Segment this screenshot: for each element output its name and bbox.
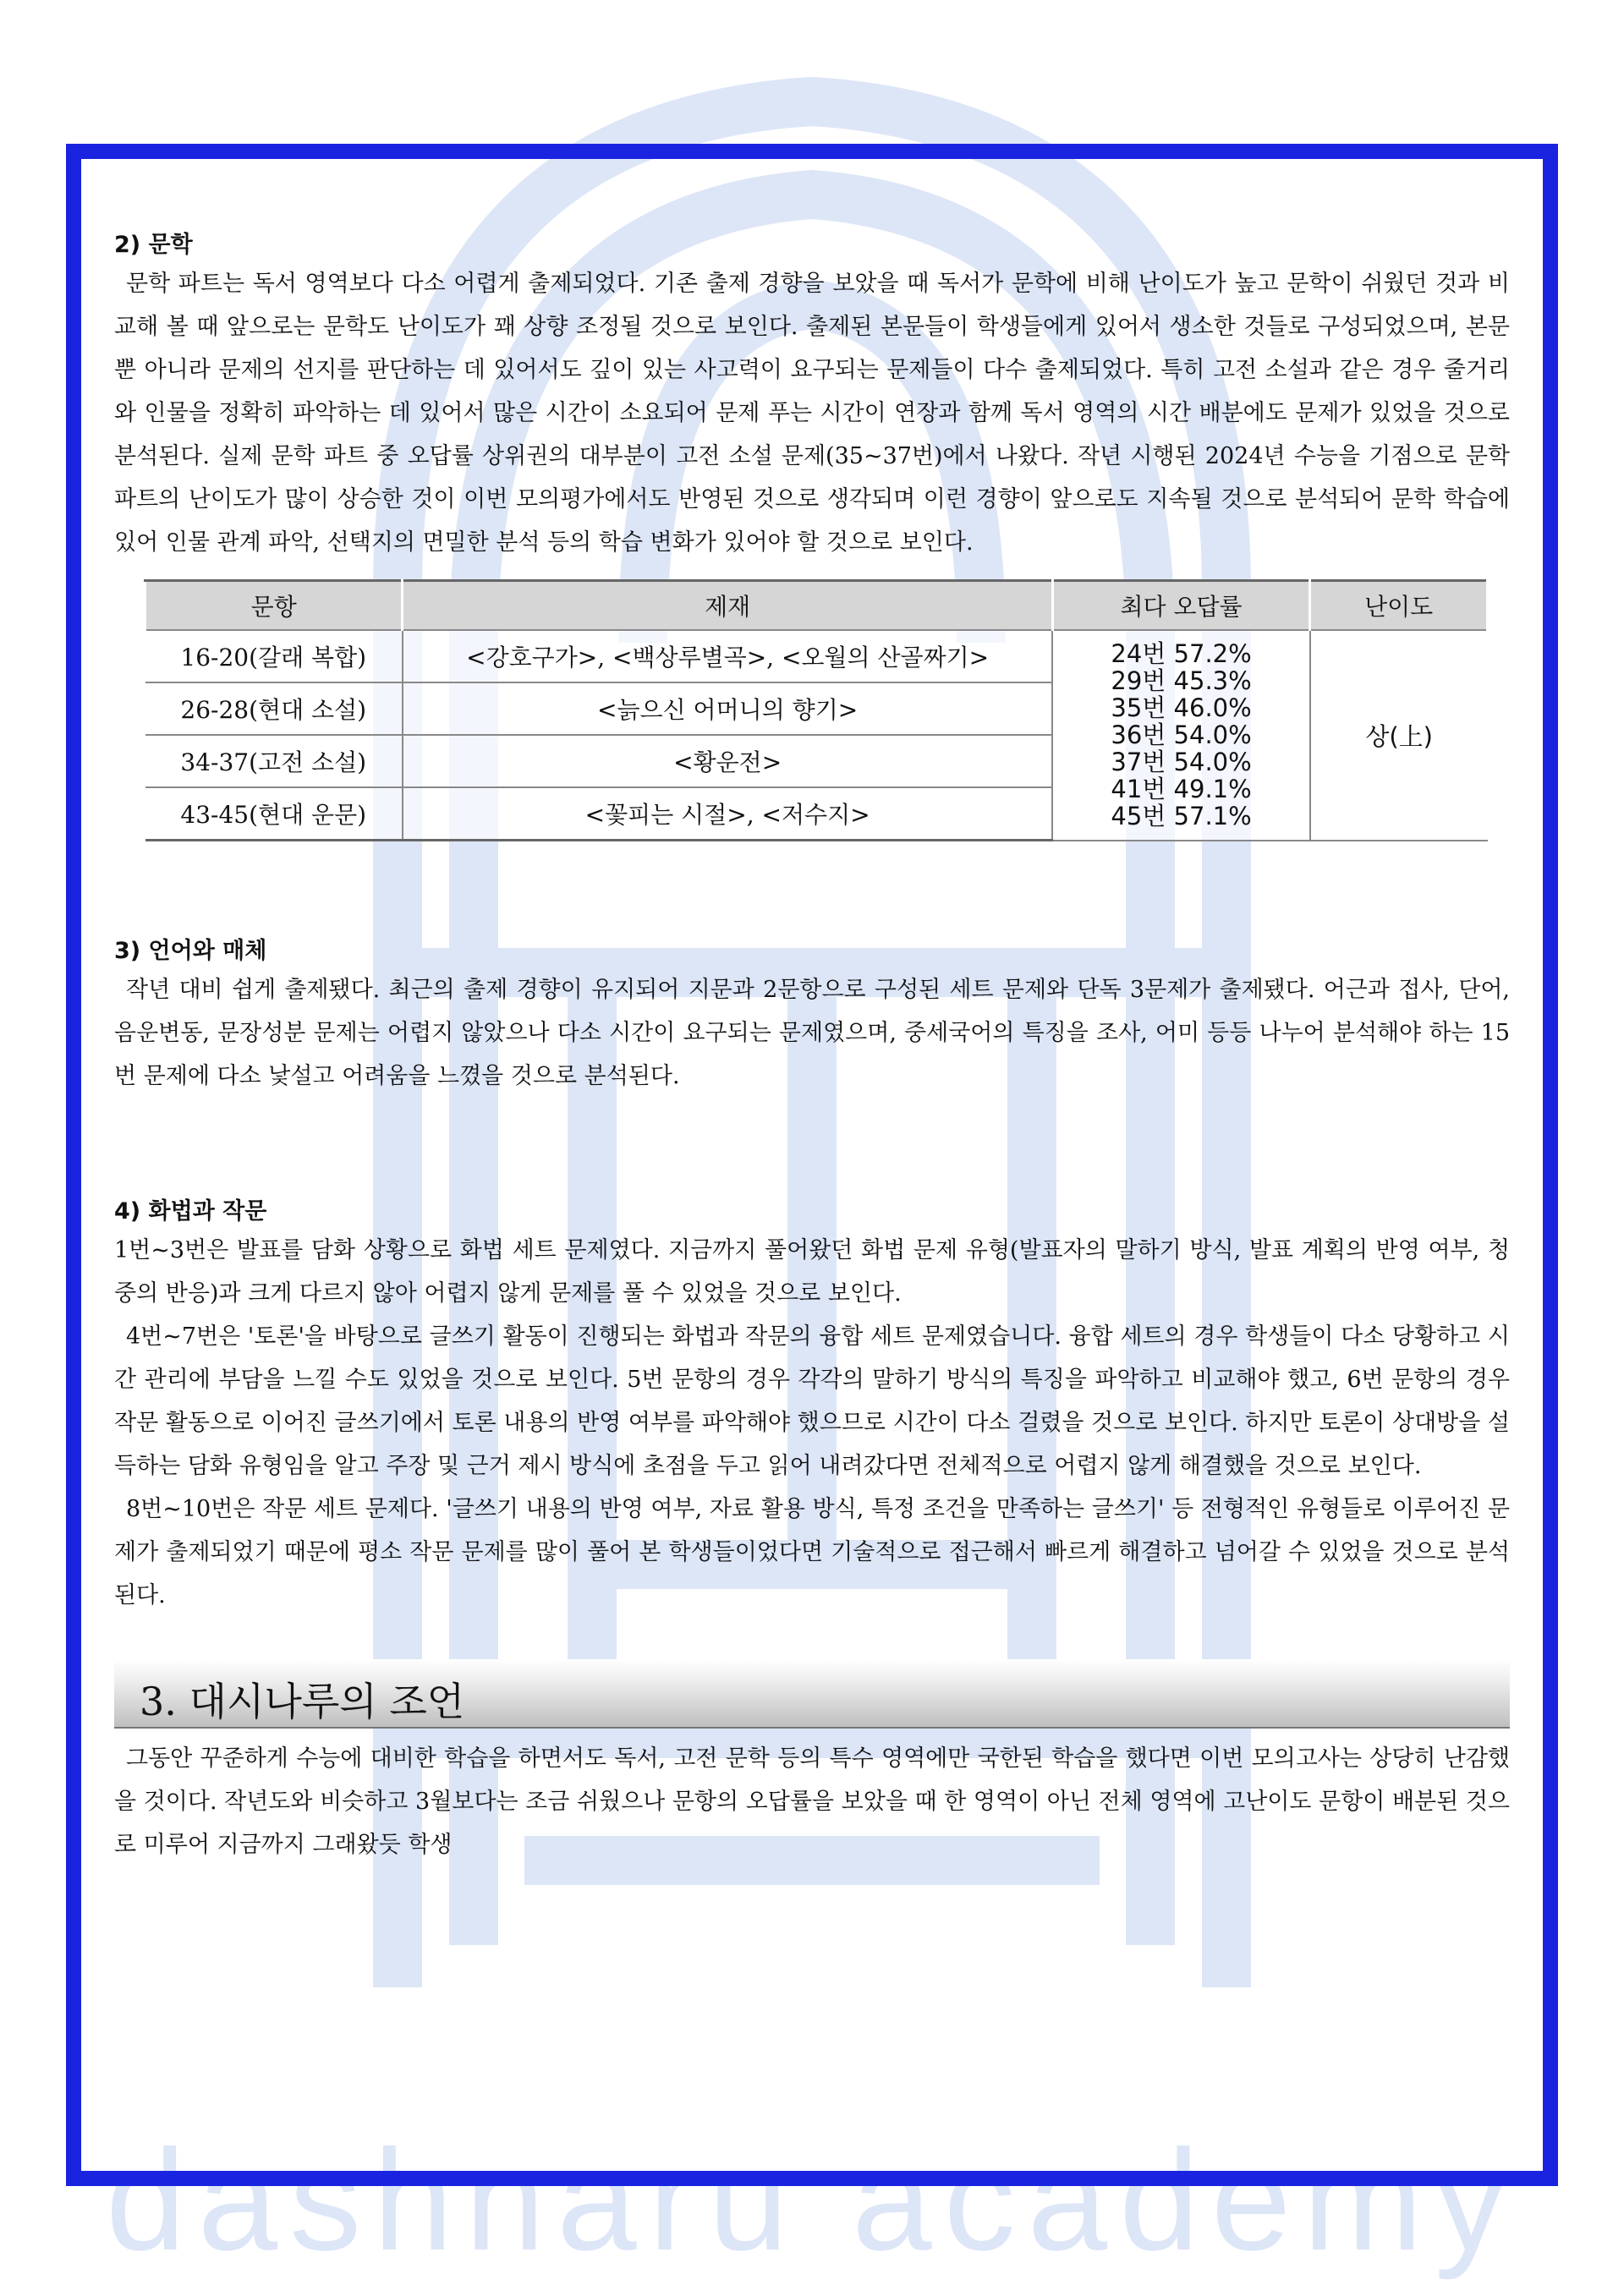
- speech-paragraph: 1번~3번은 발표를 담화 상황으로 화법 세트 문제였다. 지금까지 풀어왔던 화법 문제 유형(발표자의 말하기 방식, 발표 계획의 반영 여부, 청중의 반응)과 크게 다르지 않아 어렵지 않게 문제를 풀 수 있었을 것으로 보인다.: [114, 1237, 1510, 1307]
- advice-paragraph: 그동안 꾸준하게 수능에 대비한 학습을 하면서도 독서, 고전 문학 등의 특수 영역에만 국한된 학습을 했다면 이번 모의고사는 상당히 난감했을 것이다. 작년도와 비슷하고 3월보다는 조금 쉬웠으나 문항의 오답률을 보았을 때 한 영역이 아닌 전체 영역에 고난이도 문항이 배분된 것으로 미루어 지금까지 그래왔듯 학생: [114, 1745, 1510, 1858]
- item-cell: 16-20(갈래 복합): [145, 630, 403, 682]
- speech-heading: 4) 화법과 작문: [114, 1198, 267, 1225]
- error-rates-cell: [1052, 630, 1310, 841]
- material-cell: <늙으신 어머니의 향기>: [403, 682, 1052, 735]
- header-material: 제재: [403, 581, 1052, 631]
- header-difficulty: 난이도: [1310, 581, 1488, 631]
- item-cell: 34-37(고전 소설): [145, 735, 403, 787]
- item-cell: 43-45(현대 운문): [145, 787, 403, 841]
- advice-title: 3. 대시나루의 조언: [140, 1679, 465, 1724]
- literature-paragraph: 문학 파트는 독서 영역보다 다소 어렵게 출제되었다. 기존 출제 경향을 보았을 때 독서가 문학에 비해 난이도가 높고 문학이 쉬웠던 것과 비교해 볼 때 앞으로는 문학도 난이도가 꽤 상향 조정될 것으로 보인다. 출제된 본문들이 학생들에게 있어서 생소한 것들로 구성되었으며, 본문뿐 아니라 문제의 선지를 판단하는 데 있어서도 깊이 있는 사고력이 요구되는 문제들이 다수 출제되었다. 특히 고전 소설과 같은 경우 줄거리와 인물을 정확히 파악하는 데 있어서 많은 시간이 소요되어 문제 푸는 시간이 연장과 함께 독서 영역의 시간 배분에도 문제가 있었을 것으로 분석된다. 실제 문학 파트 중 오답률 상위권의 대부분이 고전 소설 문제(35~37번)에서 나왔다. 작년 시행된 2024년 수능을 기점으로 문학 파트의 난이도가 많이 상승한 것이 이번 모의평가에서도 반영된 것으로 생각되며 이런 경향이 앞으로도 지속될 것으로 분석되어 문학 학습에 있어 인물 관계 파악, 선택지의 면밀한 분석 등의 학습 변화가 있어야 할 것으로 보인다.: [114, 271, 1510, 556]
- literature-table: [144, 579, 1489, 841]
- language-paragraph: 작년 대비 쉽게 출제됐다. 최근의 출제 경향이 유지되어 지문과 2문항으로 구성된 세트 문제와 단독 3문제가 출제됐다. 어근과 접사, 단어, 음운변동, 문장성분 문제는 어렵지 않았으나 다소 시간이 요구되는 문제였으며, 중세국어의 특징을 조사, 어미 등등 나누어 분석해야 하는 15번 문제에 다소 낯설고 어려움을 느꼈을 것으로 분석된다.: [114, 977, 1510, 1089]
- error-rate: 24번 57.2%: [1111, 639, 1252, 669]
- language-heading: 3) 언어와 매체: [114, 938, 267, 964]
- literature-heading: 2) 문학: [114, 232, 193, 258]
- error-rate: 35번 46.0%: [1111, 693, 1252, 723]
- material-cell: <꽃피는 시절>, <저수지>: [403, 787, 1052, 841]
- error-rate: 45번 57.1%: [1111, 802, 1252, 831]
- material-cell: <강호구가>, <백상루별곡>, <오월의 산골짜기>: [403, 630, 1052, 682]
- table-row: [145, 630, 1488, 682]
- error-rate: 37번 54.0%: [1111, 748, 1252, 777]
- difficulty-cell: 상(上): [1310, 630, 1488, 841]
- error-rate: 41번 49.1%: [1111, 775, 1252, 804]
- error-rate: 29번 45.3%: [1111, 666, 1252, 696]
- document-body: [114, 228, 1510, 1866]
- item-cell: 26-28(현대 소설): [145, 682, 403, 735]
- header-error-rate: 최다 오답률: [1052, 581, 1310, 631]
- error-rate: 36번 54.0%: [1111, 721, 1252, 750]
- speech-paragraph: 8번~10번은 작문 세트 문제다. '글쓰기 내용의 반영 여부, 자료 활용 방식, 특정 조건을 만족하는 글쓰기' 등 전형적인 유형들로 이루어진 문제가 출제되었기 때문에 평소 작문 문제를 많이 풀어 본 학생들이었다면 기술적으로 접근해서 빠르게 해결하고 넘어갈 수 있었을 것으로 분석된다.: [114, 1496, 1510, 1608]
- advice-title-banner: [114, 1659, 1510, 1729]
- material-cell: <황운전>: [403, 735, 1052, 787]
- header-item: 문항: [145, 581, 403, 631]
- speech-paragraph: 4번~7번은 '토론'을 바탕으로 글쓰기 활동이 진행되는 화법과 작문의 융합 세트 문제였습니다. 융합 세트의 경우 학생들이 다소 당황하고 시간 관리에 부담을 느낄 수도 있었을 것으로 보인다. 5번 문항의 경우 각각의 말하기 방식의 특징을 파악하고 비교해야 했고, 6번 문항의 경우 작문 활동으로 이어진 글쓰기에서 토론 내용의 반영 여부를 파악해야 했으므로 시간이 다소 걸렸을 것으로 보인다. 하지만 토론이 상대방을 설득하는 담화 유형임을 알고 주장 및 근거 제시 방식에 초점을 두고 읽어 내려갔다면 전체적으로 어렵지 않게 해결했을 것으로 보인다.: [114, 1323, 1510, 1479]
- watermark-text: dashnaru academy: [106, 2120, 1518, 2281]
